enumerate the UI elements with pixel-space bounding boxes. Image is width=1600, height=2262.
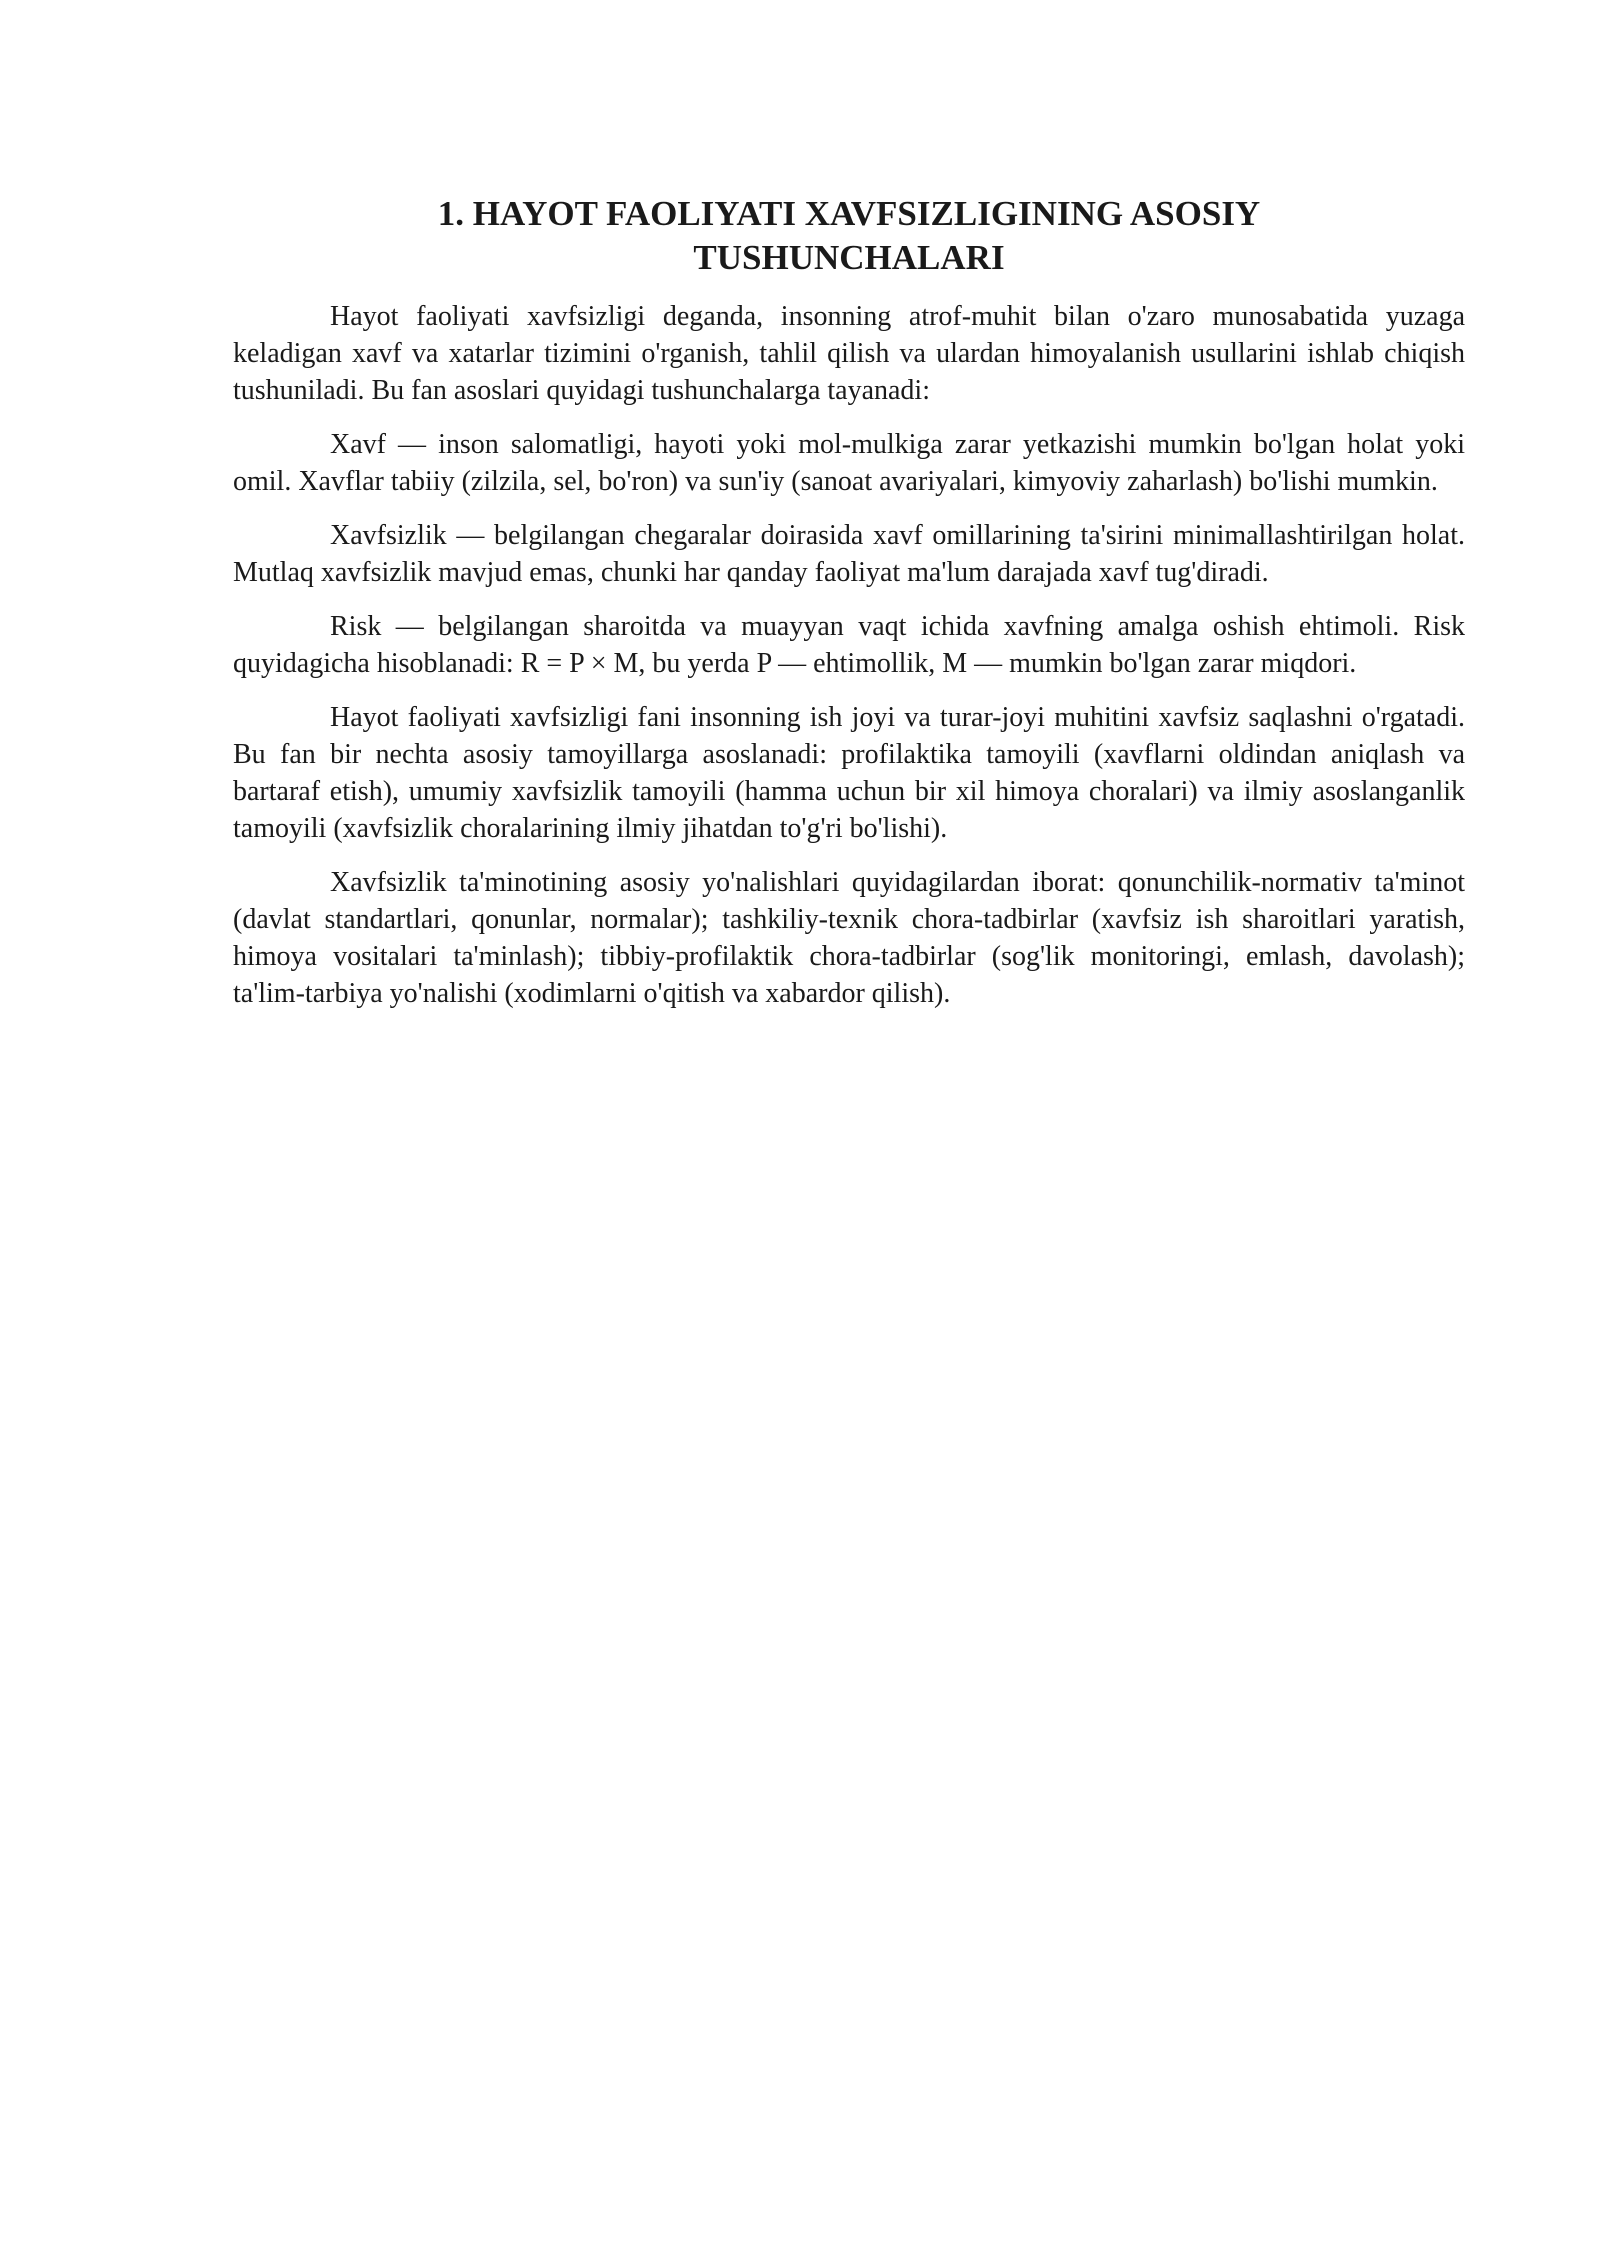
- document-title: [233, 192, 1465, 280]
- title-line-1: 1. HAYOT FAOLIYATI XAVFSIZLIGINING ASOSIY: [437, 194, 1261, 233]
- paragraph-xavfsizlik: Xavfsizlik — belgilangan chegaralar doirasida xavf omillarining ta'sirini minimallashtirilgan holat. Mutlaq xavfsizlik mavjud emas, chunki har qanday faoliyat ma'lum darajada xavf tug'diradi.: [233, 520, 1465, 588]
- paragraph-intro: Hayot faoliyati xavfsizligi deganda, insonning atrof-muhit bilan o'zaro munosabatida yuzaga keladigan xavf va xatarlar tizimini o'rganish, tahlil qilish va ulardan himoyalanish usullarini ishlab chiqish tushuniladi. Bu fan asoslari quyidagi tushunchalarga tayanadi:: [233, 301, 1465, 406]
- document-page: [233, 192, 1465, 1029]
- paragraph-principles: Hayot faoliyati xavfsizligi fani insonning ish joyi va turar-joyi muhitini xavfsiz saqlashni o'rgatadi. Bu fan bir nechta asosiy tamoyillarga asoslanadi: profilaktika tamoyili (xavflarni oldindan aniqlash va bartaraf etish), umumiy xavfsizlik tamoyili (hamma uchun bir xil himoya choralari) va ilmiy asoslanganlik tamoyili (xavfsizlik choralarining ilmiy jihatdan to'g'ri bo'lishi).: [233, 702, 1465, 844]
- paragraph-risk: Risk — belgilangan sharoitda va muayyan vaqt ichida xavfning amalga oshish ehtimoli. Risk quyidagicha hisoblanadi: R = P × M, bu yerda P — ehtimollik, M — mumkin bo'lgan zarar miqdori.: [233, 611, 1465, 679]
- title-line-2: TUSHUNCHALARI: [693, 238, 1005, 277]
- paragraph-directions: Xavfsizlik ta'minotining asosiy yo'nalishlari quyidagilardan iborat: qonunchilik-normativ ta'minot (davlat standartlari, qonunlar, normalar); tashkiliy-texnik chora-tadbirlar (xavfsiz ish sharoitlari yaratish, himoya vositalari ta'minlash); tibbiy-profilaktik chora-tadbirlar (sog'lik monitoringi, emlash, davolash); ta'lim-tarbiya yo'nalishi (xodimlarni o'qitish va xabardor qilish).: [233, 867, 1465, 1009]
- paragraph-xavf: Xavf — inson salomatligi, hayoti yoki mol-mulkiga zarar yetkazishi mumkin bo'lgan holat yoki omil. Xavflar tabiiy (zilzila, sel, bo'ron) va sun'iy (sanoat avariyalari, kimyoviy zaharlash) bo'lishi mumkin.: [233, 429, 1465, 497]
